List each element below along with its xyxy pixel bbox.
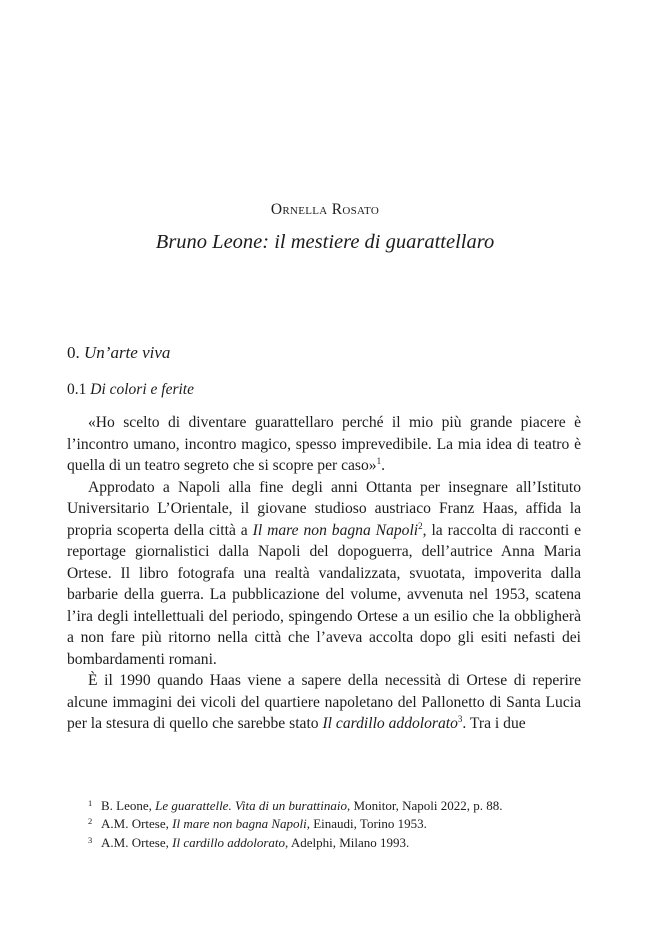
footnote-text: , Einaudi, Torino 1953.: [306, 816, 427, 832]
author-name: Ornella Rosato: [270, 201, 380, 218]
footnotes: [88, 797, 568, 852]
paragraph-text: Approdato a Napoli alla fine degli anni Ottanta per insegnare all’Istituto Universitario L’Orientale, il giovane studioso austriaco Franz Haas, affida la propria scoperta della città a: [67, 478, 581, 539]
footnote-work-title: Il cardillo addolorato: [172, 834, 286, 850]
footnote-work-title: Il mare non bagna Napoli: [172, 816, 307, 832]
section-number: 0.: [67, 343, 80, 362]
section-heading: [67, 343, 170, 363]
paragraph-end: .: [381, 457, 385, 474]
paragraph-1: [67, 412, 581, 477]
body-text: [67, 412, 581, 735]
subsection-heading: [67, 381, 194, 399]
subsection-title: Di colori e ferite: [90, 381, 194, 398]
footnote-work-title: Le guarattelle. Vita di un burattinaio: [155, 798, 348, 813]
footnote: 2 A.M. Ortese, Il mare non bagna Napoli, Einaudi, Torino 1953.: [88, 816, 427, 832]
footnote-text: , Monitor, Napoli 2022, p. 88.: [347, 798, 503, 813]
section-title: Un’arte viva: [84, 343, 171, 362]
book-title: Il cardillo addolorato: [322, 715, 458, 732]
footnote-reference[interactable]: 3: [457, 714, 463, 724]
article-title: Bruno Leone: il mestiere di guarattellaro: [155, 231, 495, 253]
paragraph-2: [67, 477, 581, 671]
footnote-text: , Adelphi, Milano 1993.: [285, 834, 410, 850]
subsection-number: 0.1: [67, 381, 87, 398]
footnote-text: B. Leone,: [101, 798, 156, 813]
footnote: 1 B. Leone, Le guarattelle. Vita di un burattinaio, Monitor, Napoli 2022, p. 88.: [88, 798, 503, 813]
paragraph-text: «Ho scelto di diventare guarattellaro perché il mio più grande piacere è l’incontro umano, incontro magico, spesso imprevedibile. La mia idea di teatro è quella di un teatro segreto che si scopre per caso»: [67, 414, 581, 474]
paragraph-text: È il 1990 quando Haas viene a sapere della necessità di Ortese di reperire alcune immagini dei vicoli del quartiere napoletano del Pallonetto di Santa Lucia per la stesura di quello che sarebbe stato: [67, 672, 581, 732]
paragraph-text: , la raccolta di racconti e reportage giornalistici dalla Napoli del dopoguerra, dell’autrice Anna Maria Ortese. Il libro fotografa una realtà vandalizzata, svuotata, impoverita dalla barbarie della guerra. La pubblicazione del volume, avvenuta nel 1953, scatena l’ira degli intellettuali del periodo, spingendo Ortese a un esilio che la obbligherà a non fare più ritorno nella città che l’aveva accolta dopo gli esiti nefasti dei bombardamenti romani.: [67, 521, 581, 668]
footnote-text: A.M. Ortese,: [101, 834, 173, 850]
footnote: 3 A.M. Ortese, Il cardillo addolorato, Adelphi, Milano 1993.: [88, 834, 410, 850]
paragraph-text: . Tra i due: [462, 715, 526, 732]
footnote-reference[interactable]: 1: [376, 456, 382, 466]
footnote-reference[interactable]: 2: [418, 520, 423, 531]
book-title: Il mare non bagna Napoli: [252, 521, 419, 539]
paragraph-3: [67, 670, 581, 735]
footnote-text: A.M. Ortese,: [101, 816, 173, 832]
